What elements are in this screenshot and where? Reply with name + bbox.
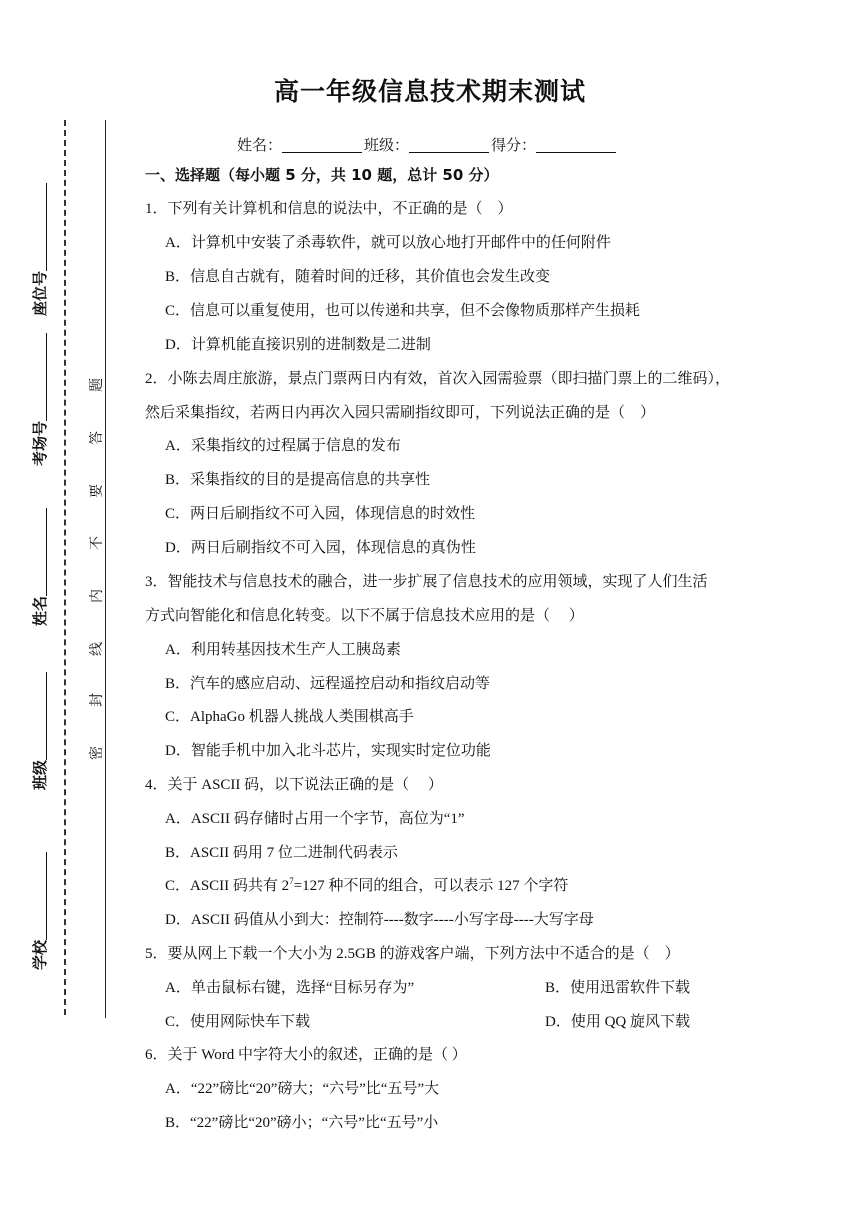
side-school-blank[interactable] (33, 852, 47, 940)
question-2-option-b[interactable]: B．采集指纹的目的是提高信息的共享性 (165, 472, 431, 488)
binding-dashed-line (64, 120, 66, 1015)
question-6-stem: 6．关于 Word 中字符大小的叙述，正确的是（ ） (145, 1047, 467, 1063)
question-4-option-b[interactable]: B．ASCII 码用 7 位二进制代码表示 (165, 845, 398, 861)
room-blank[interactable] (33, 333, 47, 421)
question-4-option-a[interactable]: A．ASCII 码存储时占用一个字节，高位为“1” (165, 811, 465, 827)
score-blank[interactable] (536, 138, 616, 153)
section-heading: 一、选择题（每小题 5 分，共 10 题，总计 50 分） (145, 166, 499, 184)
question-4-stem: 4．关于 ASCII 码，以下说法正确的是（ ） (145, 777, 443, 793)
question-2-option-c[interactable]: C．两日后刷指纹不可入园，体现信息的时效性 (165, 506, 476, 522)
side-seat-number: 座位号 (29, 183, 50, 316)
question-6-option-a[interactable]: A．“22”磅比“20”磅大；“六号”比“五号”大 (165, 1081, 440, 1097)
question-2-option-d[interactable]: D．两日后刷指纹不可入园，体现信息的真伪性 (165, 540, 476, 556)
student-info-line (237, 134, 618, 155)
question-3-option-d[interactable]: D．智能手机中加入北斗芯片，实现实时定位功能 (165, 743, 491, 759)
question-5-option-a[interactable]: A．单击鼠标右键，选择“目标另存为” (165, 980, 415, 996)
question-4-option-c[interactable]: C．ASCII 码共有 $2^7=127$ 种不同的组合，可以表示 127 个字符 (165, 876, 569, 894)
seal-char: 答 (89, 431, 105, 445)
side-school: 学校 (29, 852, 50, 970)
seal-char: 内 (89, 589, 105, 603)
score-label: 得分： (491, 138, 537, 154)
question-5-option-c[interactable]: C．使用网际快车下载 (165, 1014, 311, 1030)
question-5-stem: 5．要从网上下载一个大小为 2.5GB 的游戏客户端，下列方法中不适合的是（ ） (145, 946, 680, 962)
question-3-option-b[interactable]: B．汽车的感应启动、远程遥控启动和指纹启动等 (165, 676, 491, 692)
seal-char: 不 (89, 536, 105, 550)
question-3-stem-line2: 方式向智能化和信息化转变。以下不属于信息技术应用的是（ ） (145, 608, 584, 624)
question-1-option-b[interactable]: B．信息自古就有，随着时间的迁移，其价值也会发生改变 (165, 269, 551, 285)
question-1-option-a[interactable]: A．计算机中安装了杀毒软件，就可以放心地打开邮件中的任何附件 (165, 235, 611, 251)
question-5-option-b[interactable]: B．使用迅雷软件下载 (545, 980, 691, 996)
question-1-stem: 1．下列有关计算机和信息的说法中，不正确的是（ ） (145, 201, 513, 217)
class-label: 班级： (364, 138, 410, 154)
side-exam-room: 考场号 (29, 333, 50, 466)
side-name-blank[interactable] (33, 508, 47, 596)
question-2-stem-line1: 2．小陈去周庄旅游，景点门票两日内有效，首次入园需验票（即扫描门票上的二维码）， (145, 371, 731, 387)
exam-title: 高一年级信息技术期末测试 (273, 77, 586, 106)
seal-char: 线 (89, 642, 105, 656)
exponent: 7 (289, 876, 294, 886)
class-blank[interactable] (409, 138, 489, 153)
question-1-option-c[interactable]: C．信息可以重复使用，也可以传递和共享，但不会像物质那样产生损耗 (165, 303, 641, 319)
question-2-stem-line2: 然后采集指纹，若两日内再次入园只需刷指纹即可，下列说法正确的是（ ） (145, 405, 656, 421)
seal-char: 题 (89, 378, 105, 392)
question-4-option-d[interactable]: D．ASCII 码值从小到大：控制符----数字----小写字母----大写字母 (165, 912, 594, 928)
question-5-option-d[interactable]: D．使用 QQ 旋风下载 (545, 1014, 690, 1030)
seal-char: 密 (89, 746, 105, 760)
question-3-option-a[interactable]: A．利用转基因技术生产人工胰岛素 (165, 642, 401, 658)
seal-char: 要 (89, 484, 105, 498)
seal-char: 封 (89, 693, 105, 707)
question-2-option-a[interactable]: A．采集指纹的过程属于信息的发布 (165, 438, 401, 454)
name-label: 姓名： (237, 138, 283, 154)
question-3-option-c[interactable]: C．AlphaGo 机器人挑战人类围棋高手 (165, 709, 414, 725)
question-6-option-b[interactable]: B．“22”磅比“20”磅小；“六号”比“五号”小 (165, 1115, 439, 1131)
question-1-option-d[interactable]: D．计算机能直接识别的进制数是二进制 (165, 337, 431, 353)
name-blank[interactable] (282, 138, 362, 153)
side-name: 姓名 (29, 508, 50, 626)
side-class-blank[interactable] (33, 672, 47, 760)
side-class: 班级 (29, 672, 50, 790)
question-3-stem-line1: 3．智能技术与信息技术的融合，进一步扩展了信息技术的应用领域，实现了人们生活 (145, 574, 708, 590)
binding-solid-line (105, 120, 106, 1018)
seat-blank[interactable] (33, 183, 47, 271)
